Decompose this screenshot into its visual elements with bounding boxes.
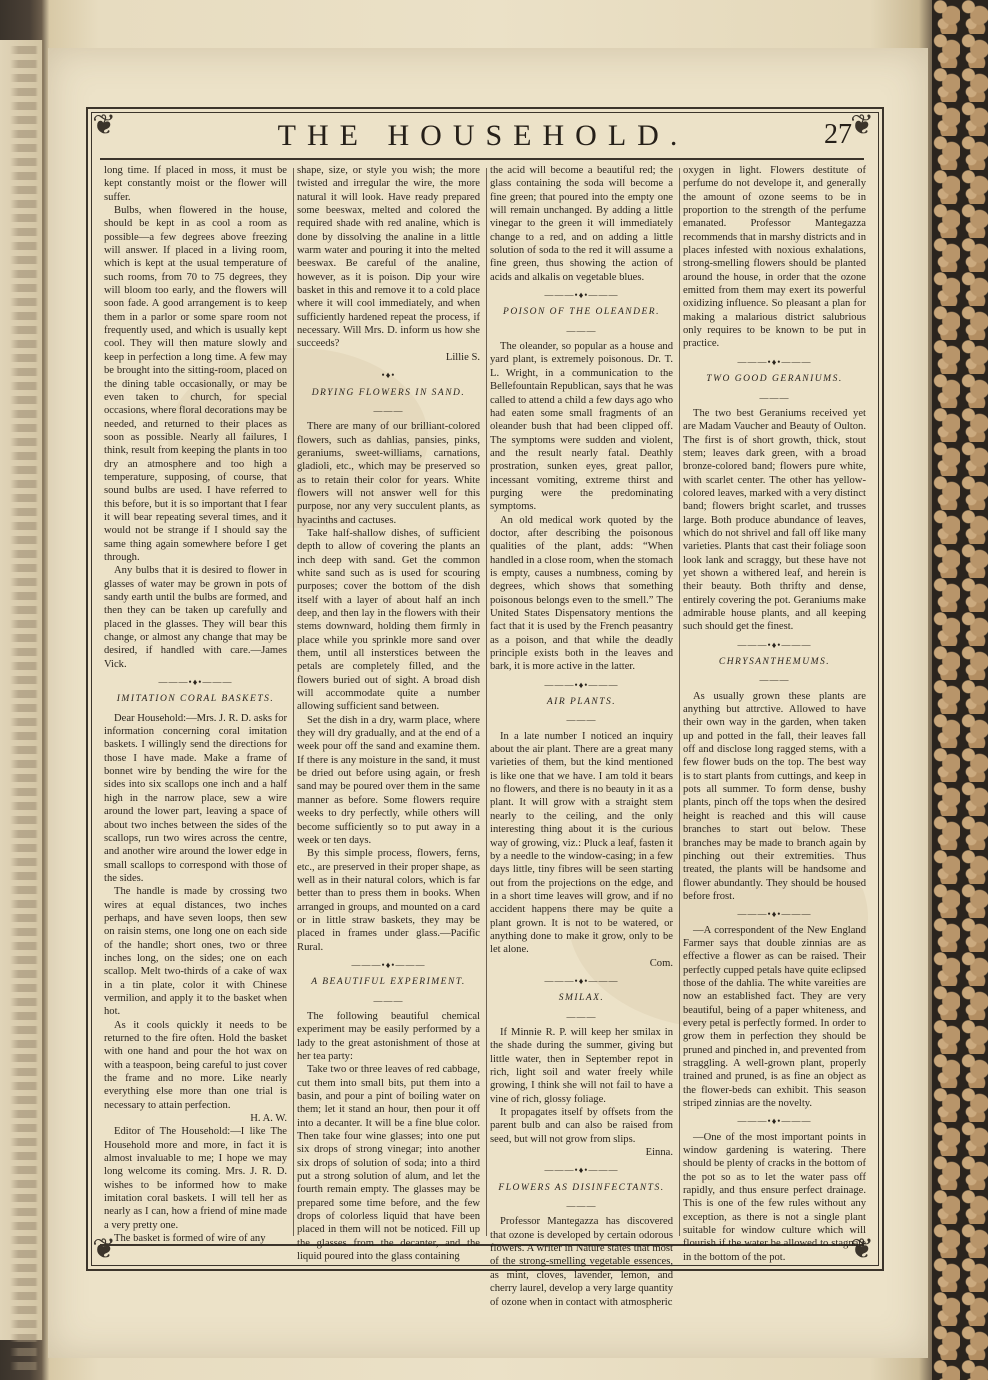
paragraph: The oleander, so popular as a house and yard plant, is extremely poisonous. Dr. T. L. Wright, in a communication to the Bellefountain Republican, says that he was called to attend a child a few days ago who had eaten some small fragments of an oleander bush that had been clipped off. The symptoms were sudden and violent, and the result nearly fatal. Deathly prostration, sunken eyes, great pallor, incessant vomiting, extreme thirst and purging were the predominating symptoms. — [490, 341, 673, 513]
header-rule — [100, 158, 864, 160]
paragraph: In a late number I noticed an inquiry about the air plant. There are a great many varieties of them, but the kind mentioned is like one that we have. I am told it bears no flowers, and there is no beauty in it as a plant. It will grow with a straight stem nearly to the ceiling, and the only interesting thing about it is the curious way of growing, viz.: Pluck a leaf, fasten it by a needle to the window-casing; in a few days little, tiny fibres will be seen starting out from the projections on the edge, and in a short time leaves will grow, and if no accident happens there may be quite a plant grown. It is not to be watered, or anything done to make it grow, only to be let alone. — [490, 730, 673, 956]
section-divider: ———•♦•——— — [544, 290, 619, 301]
section-divider: ——— — [566, 1011, 597, 1022]
paragraph: The basket is formed of wire of any — [114, 1233, 266, 1245]
column-2 — [297, 164, 480, 1263]
column-separator — [679, 168, 680, 1236]
paragraph: The two best Geraniums received yet are Madam Vaucher and Beauty of Oulton. The first is of short growth, thick, stout stem; leaves dark green, with a broad bronze-colored band; flowers pure white, with scarlet center. The other has yellow-colored leaves, marked with a very distinct band; flowers bright scarlet, and trusses large. Both produce abundance of leaves, which do not shrivel and fall off like many varieties. Plants that cast their foliage soon look lank and scraggy, but these have not yet shown a withered leaf, and herein is their beauty. Both thrifty and dense, entirely covering the pot. Geraniums make admirable house plants, and all keeping such should get the finest. — [683, 407, 866, 633]
section-divider: ———•♦•——— — [737, 1116, 812, 1127]
section-divider: ———•♦•——— — [158, 677, 233, 688]
column-1 — [104, 164, 288, 1245]
section-divider: ———•♦•——— — [737, 356, 812, 367]
column-separator — [486, 168, 487, 1236]
section-heading: SMILAX. — [558, 993, 605, 1004]
facing-page-edge — [0, 40, 44, 1340]
paragraph: The handle is made by crossing two wires at equal distances, two inches perhaps, and have seven loops, then sew on raisin stems, one long one on each side of the handle; short ones, two or three inches long, on the sides; one on each scallop. Melt two-thirds of a cake of wax in a tin plate, color it with Chinese vermilion, and apply it to the basket when hot. — [104, 886, 287, 1018]
section-heading: DRYING FLOWERS IN SAND. — [311, 387, 466, 398]
section-divider: •♦• — [381, 370, 396, 381]
paragraph: Set the dish in a dry, warm place, where they will dry gradually, and at the end of a week pour off the sand and examine them. If there is any moisture in the sand, it must be dried out before using again, or fresh sand may be poured over them in the same manner as before. Some flowers require weeks to dry perfectly, while others will become sufficiently so to put away in a week or ten days. — [297, 714, 480, 846]
corner-ornament-top-right: ❦ — [850, 108, 874, 141]
section-divider: ———•♦•——— — [737, 909, 812, 920]
paragraph: By this simple process, flowers, ferns, etc., are preserved in their proper shape, as well as in their natural colors, which is far better than to press them in books. When arranged in groups, and mounted on a card or in little straw baskets, they may be placed in frames under glass.—Pacific Rural. — [297, 848, 480, 953]
paragraph: It propagates itself by offsets from the parent bulb and can also be raised from seed, but will not grow from slips. — [490, 1107, 673, 1145]
section-divider: ———•♦•——— — [737, 639, 812, 650]
section-divider: ——— — [373, 405, 404, 416]
paragraph: Take half-shallow dishes, of sufficient depth to allow of covering the plants an inch deep with sand. Get the common white sand such as is used for scouring purposes; cover the bottom of the dish itself with a layer of about half an inch deep, and then lay in the flowers with their stems downward, holding them firmly in place while you sprinkle more sand over them, until all insterstices between the petals are completely filled, and the flowers buried out of sight. A broad dish will accommodate quite a number allowing sufficient sand between. — [297, 527, 480, 713]
page-title: THE HOUSEHOLD. — [277, 119, 689, 152]
page-header — [86, 115, 880, 155]
section-divider: ——— — [759, 675, 790, 686]
section-heading: CHRYSANTHEMUMS. — [718, 657, 831, 668]
paragraph: Bulbs, when flowered in the house, should be kept in as cool a room as possible—a few degrees above freezing will answer. If placed in a living room, which is kept at the usual temperature of such rooms, from 70 to 75 degrees, they will bloom too early, and the flowers will soon fade. A good arrangement is to keep them in a parlor or some spare room not frequently used, and which is usually kept cool. They will then mature slowly and keep in perfection a long time. A few may be brought into the sitting-room, placed on the dining table occasionally, or may be even taken to church, for special occasions, where floral decorations may be needed, and returned to their places as soon as possible. Nearly all failures, I think, result from keeping the plants in too dry an atmosphere and too high a temperature, supposing, of course, that sound bulbs are used. I have referred to this before, but it is so important that I fear it will bear repeating several times, and it would not be strange if I should say the same thing again somewhere before I get through. — [104, 205, 287, 563]
corner-ornament-top-left: ❦ — [92, 108, 116, 141]
signature: Einna. — [645, 1147, 673, 1159]
paragraph: the acid will become a beautiful red; the glass containing the soda will become a fine green; that poured into the empty one will remain unchanged. By adding a little vinegar to the green it will immediately change to a red, and on adding a little solution of soda to the red it will assume a fine green, thus showing the action of acids and alkalis on vegetable blues. — [490, 165, 673, 283]
section-heading: TWO GOOD GERANIUMS. — [706, 374, 843, 385]
paragraph: Take two or three leaves of red cabbage, cut them into small bits, put them into a basin, and pour a pint of boiling water on them; let it stand an hour, then pour it off into a decanter. It will be a fine blue color. Then take four wine glasses; into one put six drops of strong vinegar; into another six drops of solution of soda; into a third put a strong solution of alum, and let the fourth remain empty. The glasses may be prepared some time before, and the few drops of colorless liquid that have been placed in them will not be noticed. Fill up the glasses from the decanter, and the liquid poured into the glass containing — [297, 1064, 480, 1263]
paragraph: The following beautiful chemical experiment may be easily performed by a lady to the great astonishment of those at her tea party: — [297, 1010, 480, 1062]
paragraph: shape, size, or style you wish; the more twisted and irregular the wire, the more natural it will look. Have ready prepared some beeswax, melted and colored the required shade with red analine, which is done by dissolving the analine in a little warm water and pouring it into the melted beeswax. Be careful of the analine, however, as it is poison. Dip your wire basket in this and remove it to a cold place where it will cool immediately, and when sufficiently hardened repeat the process, if necessary. Will Mrs. D. inform us how she succeeds? — [297, 165, 480, 350]
section-divider: ——— — [566, 325, 597, 336]
page-number: 27 — [824, 119, 852, 150]
paragraph: An old medical work quoted by the doctor, after describing the poisonous qualities of the plant, adds: “When handled in a close room, when the stomach is empty, causes a numbness, coming by degrees, which shows that something poisonous belongs even to the smell.” The United States Dispensatory mentions the fact that it is used by the French peasantry as a poison, and that while the deadly principle exists both in the leaves and bark, it is more active in the latter. — [490, 514, 673, 673]
book-binding — [932, 0, 988, 1380]
paragraph: If Minnie R. P. will keep her smilax in the shade during the summer, giving but little water, then in September repot in rich, light soil and water freely while growing, I think she will not fail to have a vine of rich, glossy foliage. — [490, 1026, 673, 1105]
paragraph: Editor of The Household:—I like The Household more and more, in fact it is almost invaluable to me; I hope we may long welcome its coming. Mrs. J. R. D. wishes to be informed how to make imitation coral baskets. I will tell her as nearly as I can, how a friend of mine made a very pretty one. — [104, 1126, 287, 1231]
section-divider: ——— — [759, 392, 790, 403]
section-divider: ——— — [566, 715, 597, 726]
section-heading: AIR PLANTS. — [546, 697, 617, 708]
paragraph: oxygen in light. Flowers destitute of perfume do not develope it, and generally the amount of ozone seems to be in proportion to the strength of the perfume emanated. Professor Mantegazza recommends that in marshy districts and in places infested with noxious exhalations, strong-smelling flowers should be planted around the house, in order that the ozone emitted from them may exert its powerful oxidizing influence. So pleasant a plan for making a malarious district salubrious only requires to be known to be put in practice. — [683, 165, 866, 350]
paragraph: There are many of our brilliant-colored flowers, such as dahlias, pansies, pinks, geraniums, sweet-williams, carnations, gladioli, etc., which may be preserved so as to retain their color for years. White flowers will not answer well for this purpose, nor any very succulent plants, as hyacinths and cactuses. — [297, 421, 480, 526]
section-divider: ———•♦•——— — [544, 679, 619, 690]
section-heading: IMITATION CORAL BASKETS. — [116, 694, 275, 705]
paragraph: Any bulbs that it is desired to flower in glasses of water may be grown in pots of sandy earth until the bulbs are formed, and then they can be taken up carefully and placed in the glasses. They will bear this change, or almost any change that may be desired, if handled with care.—James Vick. — [104, 565, 287, 670]
section-divider: ——— — [566, 1201, 597, 1212]
section-divider: ——— — [373, 995, 404, 1006]
signature: Lillie S. — [445, 351, 480, 363]
paragraph: As usually grown these plants are anything but attrctive. Allowed to have their own way in the garden, when taken up and potted in the fall, their leaves fall off and disclose long ragged stems, with a few flower buds on the top. The best way is to start plants from cuttings, and keep in pots all summer. To form dense, bushy plants, pinch off the tops when the desired height is reached and this will cause branches to start out below. These branches may be made to branch again by pinching out their extremities. Thus treated, the plants will be handsome and flower abundantly. They should be housed before frost. — [683, 690, 866, 902]
text-columns — [104, 164, 866, 1308]
paragraph: As it cools quickly it needs to be returned to the fire often. Hold the basket with one hand and pour the hot wax on with a teaspoon, being careful to just cover the frame and no more. Like nearly everything else more than one trial is necessary to attain perfection. — [104, 1019, 287, 1111]
paragraph: —A correspondent of the New England Farmer says that double zinnias are as effective a flower as can be raised. Their perfectly cupped petals have quite eclipsed those of the dahlia. The white vareities are now an established fact. They are very beautiful, being of a paper whiteness, and every petal is perfectly formed. In order to grow them in perfection they should be pruned and pinched in, and prevented from straggling. A well-grown plant, properly trained and pruned, is as fine an object as the flower-beds can exhibit. This season striped zinnias are the novelty. — [683, 924, 866, 1110]
section-divider: ———•♦•——— — [351, 959, 426, 970]
section-heading: A BEAUTIFUL EXPERIMENT. — [311, 977, 466, 988]
column-separator — [293, 168, 294, 1236]
signature: H. A. W. — [250, 1113, 287, 1125]
section-heading: POISON OF THE OLEANDER. — [503, 307, 660, 318]
signature: Com. — [649, 957, 673, 969]
paragraph: long time. If placed in moss, it must be kept constantly moist or the flower will suffer. — [104, 165, 287, 203]
section-heading: FLOWERS AS DISINFECTANTS. — [498, 1182, 665, 1193]
column-4 — [683, 164, 866, 1263]
paragraph: —One of the most important points in window gardening is watering. There should be plenty of cracks in the bottom of the pot so as to let the water pass off rapidly, and thus ensure perfect drainage. This is one of the few rules without any exception, as there is not a single plant suitable for window culture which will flourish if the water be allowed to stagnate in the bottom of the pot. — [683, 1131, 866, 1263]
corner-ornament-bottom-left: ❦ — [92, 1232, 116, 1265]
section-divider: ———•♦•——— — [544, 1165, 619, 1176]
column-3 — [490, 164, 673, 1308]
corner-ornament-bottom-right: ❦ — [850, 1232, 874, 1265]
section-divider: ———•♦•——— — [544, 975, 619, 986]
paragraph: Professor Mantegazza has discovered that ozone is developed by certain odorous flowers. A writer in Nature states that most of the strong-smelling vegetable essences, as mint, cloves, lavender, lemon, and cherry laurel, develop a very large quantity of ozone when in contact with atmospheric — [490, 1216, 673, 1308]
paragraph: Dear Household:—Mrs. J. R. D. asks for information concerning coral imitation baskets. I willingly send the directions for those I have made. Make a frame of bonnet wire by bending the wire for the sides into six scallops one inch and a half high in the narrow place, sew a wire around the lower part, leaving a space of about two inches between the sides of the scallops, run two wires across the centre, and another wire around the lower edge in small scallops to correspond with those of the sides. — [104, 712, 288, 884]
